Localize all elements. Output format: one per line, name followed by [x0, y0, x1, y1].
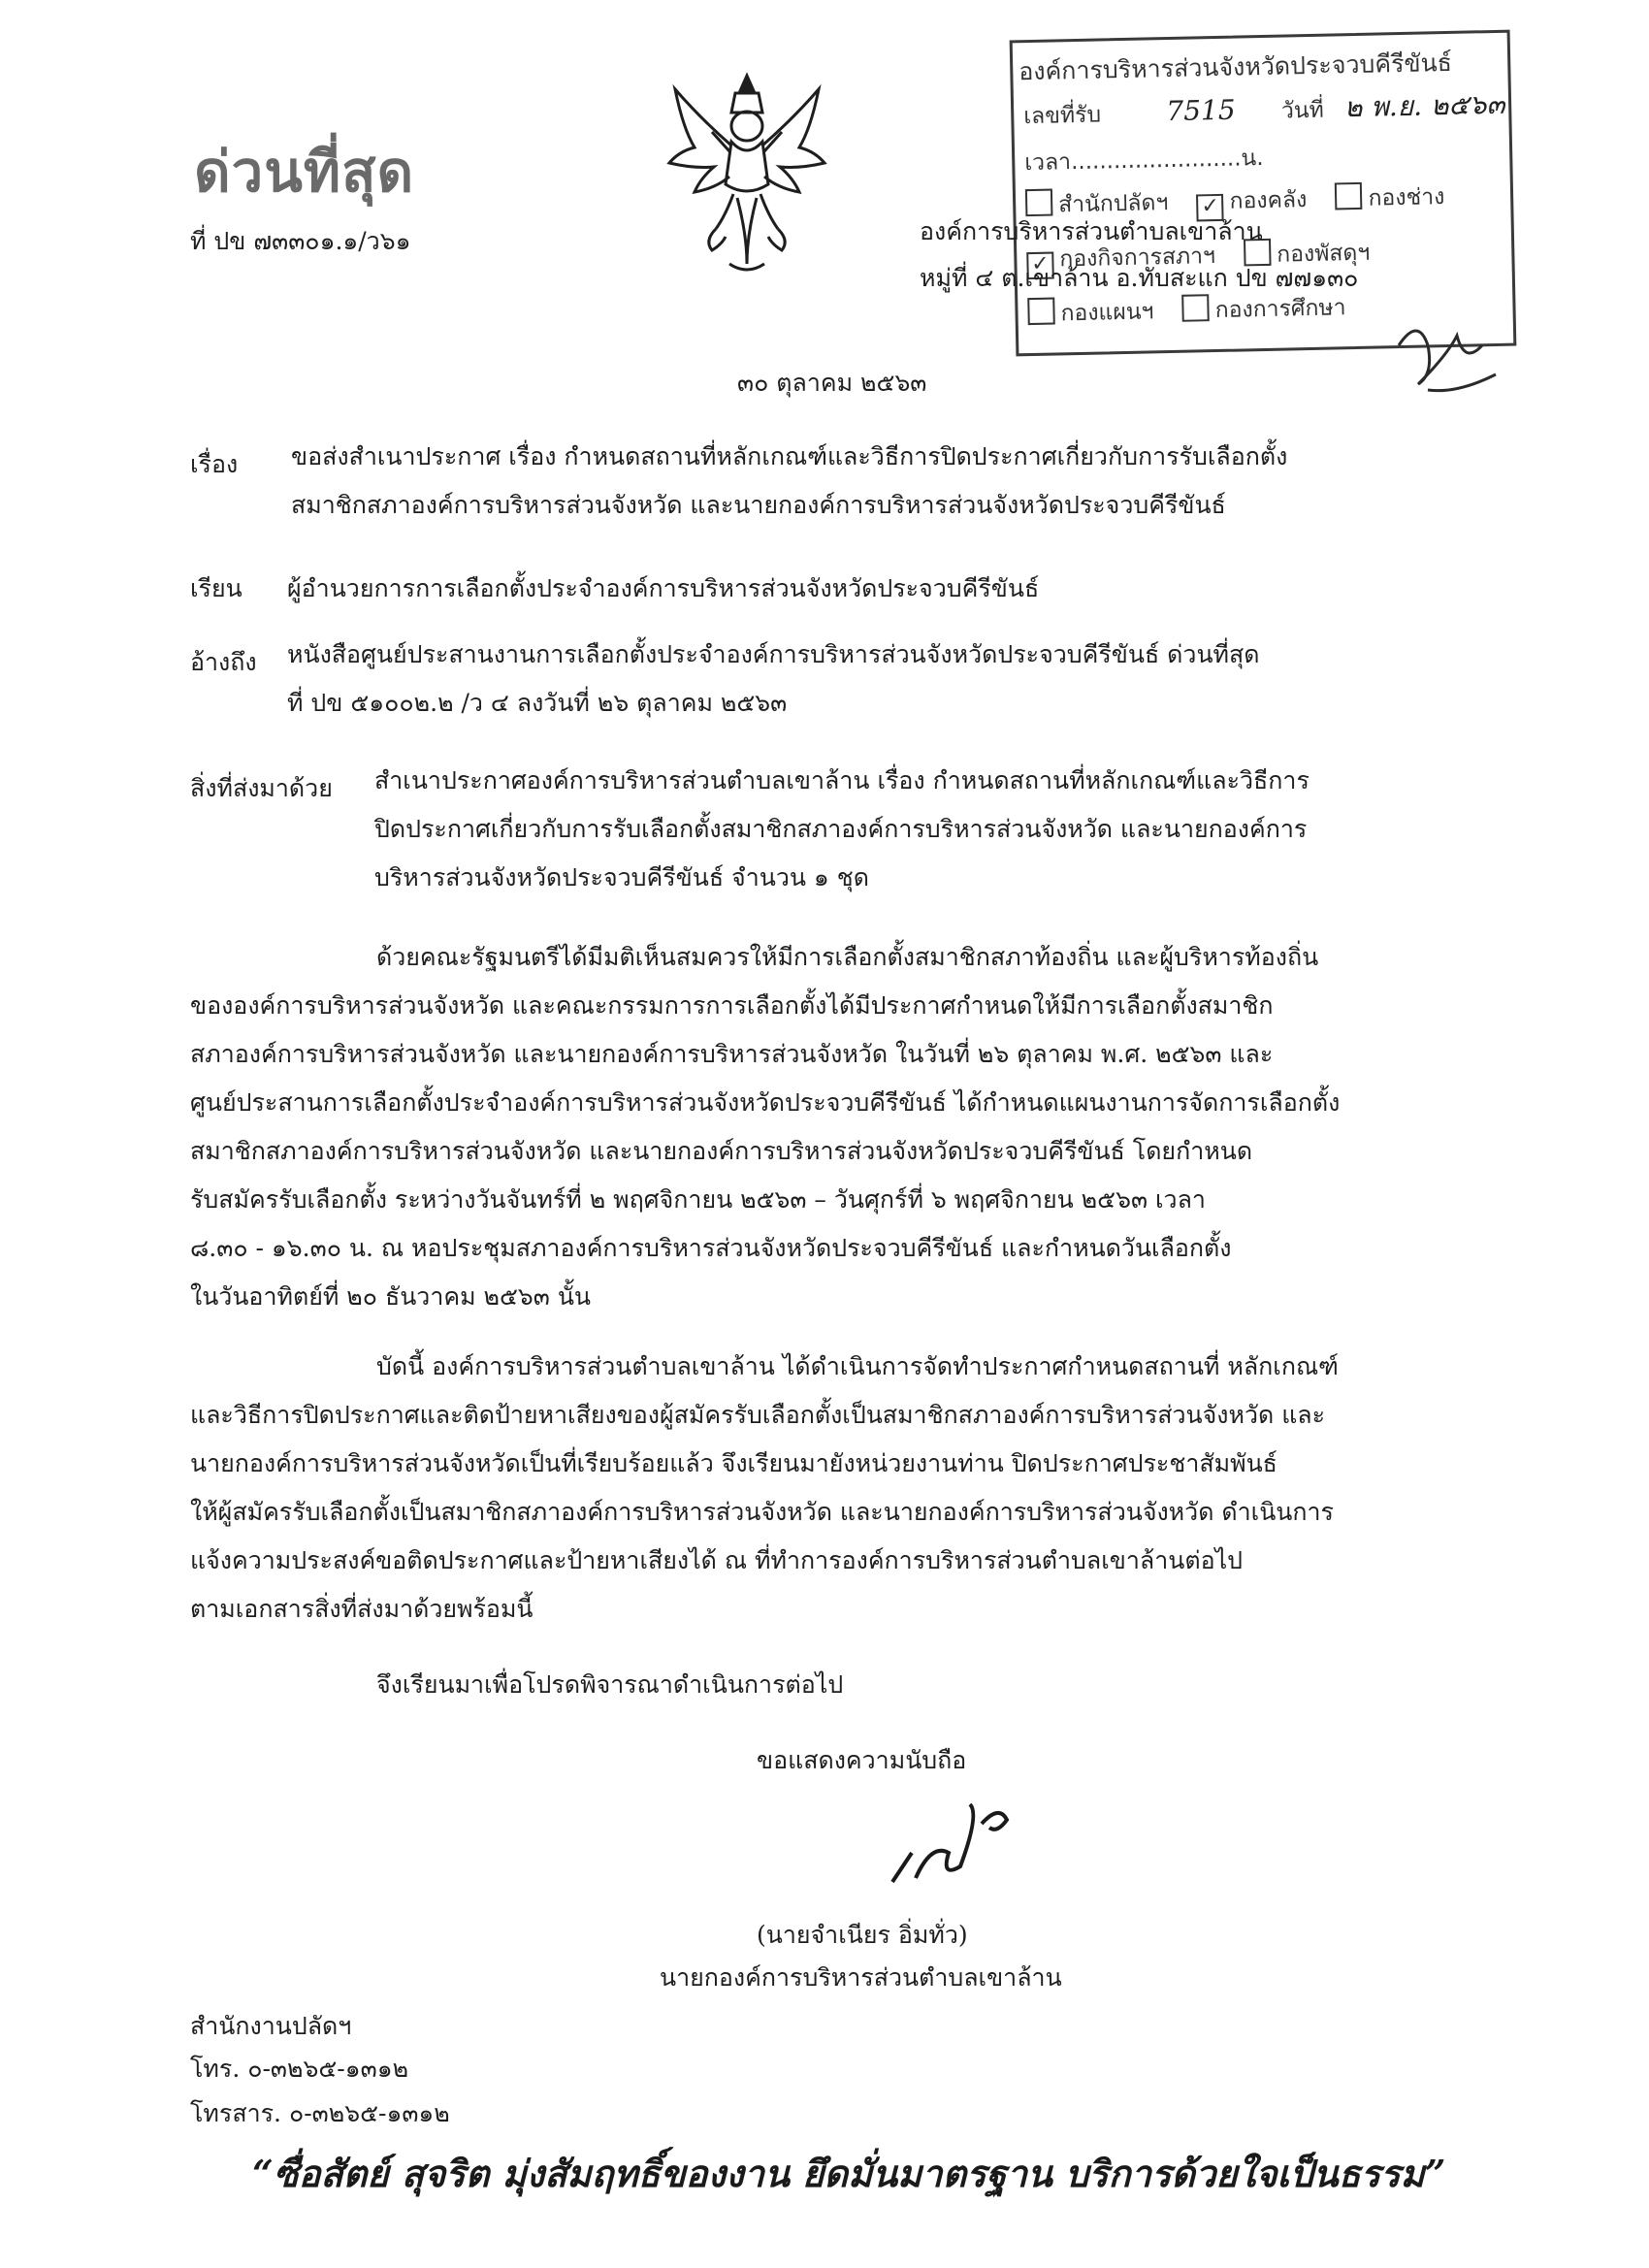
stamp-checkbox — [1027, 298, 1055, 326]
stamp-date-label: วันที่ — [1280, 97, 1324, 124]
handwritten-signature — [873, 1785, 1038, 1901]
stamp-box-label: กองพัสดุฯ — [1276, 240, 1371, 268]
stamp-date-value: ๒ พ.ย. ๒๕๖๓ — [1343, 87, 1505, 124]
sender-org: องค์การบริหารส่วนตำบลเขาล้าน — [920, 217, 1263, 245]
closing-request: จึงเรียนมาเพื่อโปรดพิจารณาดำเนินการต่อไป — [376, 1670, 844, 1699]
enclosure-text: สำเนาประกาศองค์การบริหารส่วนตำบลเขาล้าน เรื่อง กำหนดสถานที่หลักเกณฑ์และวิธีการ ปิดประกาศเกี่ยวกับการรับเลือกตั้งสมาชิกสภาองค์การบริหารส่วนจังหวัด และนายกองค์การ บริหารส่วนจังหวัดประจวบคีรีขันธ์ จำนวน ๑ ชุด — [374, 766, 1310, 891]
stamp-initials — [1389, 307, 1505, 404]
stamp-recv-no: 7515 — [1165, 93, 1236, 128]
stamp-box-label: กองช่าง — [1368, 184, 1445, 211]
subject-label: เรื่อง — [190, 450, 239, 478]
subject-text: ขอส่งสำเนาประกาศ เรื่อง กำหนดสถานที่หลักเกณฑ์และวิธีการปิดประกาศเกี่ยวกับการรับเลือกตั้ง สมาชิกสภาองค์การบริหารส่วนจังหวัด และนายกองค์การบริหารส่วนจังหวัดประจวบคีรีขันธ์ — [291, 442, 1288, 519]
stamp-box-label: กองคลัง — [1229, 187, 1308, 214]
reference-label: อ้างถึง — [190, 648, 257, 676]
to-text: ผู้อำนวยการการเลือกตั้งประจำองค์การบริหารส่วนจังหวัดประจวบคีรีขันธ์ — [287, 574, 1040, 602]
letter-date: ๓๐ ตุลาคม ๒๕๖๓ — [737, 369, 927, 397]
signatory-name: (นายจำเนียร อิ่มทั่ว) — [757, 1921, 968, 1949]
stamp-box-label: กองกิจการสภาฯ — [1059, 243, 1216, 273]
footer-office: สำนักงานปลัดฯ — [190, 2012, 352, 2040]
enclosure-label: สิ่งที่ส่งมาด้วย — [190, 774, 333, 802]
closing-salutation: ขอแสดงความนับถือ — [757, 1746, 967, 1774]
stamp-checkbox — [1335, 182, 1363, 211]
stamp-box-label: สำนักปลัดฯ — [1057, 190, 1169, 218]
stamp-checkbox — [1025, 189, 1053, 217]
body-paragraph-2: บัดนี้ องค์การบริหารส่วนตำบลเขาล้าน ได้ดำเนินการจัดทำประกาศกำหนดสถานที่ หลักเกณฑ์ และวิธีการปิดประกาศและติดป้ายหาเสียงของผู้สมัครรับเลือกตั้งเป็นสมาชิกสภาองค์การบริหารส่วนจังหวัด และ นายกองค์การบริหารส่วนจังหวัดเป็นที่เรียบร้อยแล้ว จึงเรียนมายังหน่วยงานท่าน ปิดประกาศประชาสัมพันธ์ ให้ผู้สมัครรับเลือกตั้งเป็นสมาชิกสภาองค์การบริหารส่วนจังหวัด และนายกองค์การบริหารส่วนจังหวัด ดำเนินการ แจ้งความประสงค์ขอติดประกาศและป้ายหาเสียงได้ ณ ที่ทำการองค์การบริหารส่วนตำบลเขาล้านต่อไป ตามเอกสารสิ่งที่ส่งมาด้วยพร้อมนี้ — [190, 1352, 1339, 1623]
stamp-time: เวลา........................น. — [1024, 145, 1264, 177]
footer-tel: โทร. ๐-๓๒๖๕-๑๓๑๒ — [190, 2055, 409, 2083]
stamp-box-label: กองการศึกษา — [1214, 295, 1346, 324]
garuda-emblem — [662, 70, 832, 277]
sender-address: หมู่ที่ ๔ ต.เขาล้าน อ.ทับสะแก ปข ๗๗๑๓๐ — [920, 264, 1359, 292]
reference-text: หนังสือศูนย์ประสานงานการเลือกตั้งประจำองค์การบริหารส่วนจังหวัดประจวบคีรีขันธ์ ด่วนที่สุด ที่ ปข ๕๑๐๐๒.๒ /ว ๔ ลงวันที่ ๒๖ ตุลาคม ๒๕๖๓ — [287, 640, 1260, 717]
footer-fax: โทรสาร. ๐-๓๒๖๕-๑๓๑๒ — [190, 2099, 450, 2127]
stamp-recv-label: เลขที่รับ — [1023, 102, 1102, 130]
urgency-heading: ด่วนที่สุด — [194, 139, 415, 205]
to-label: เรียน — [190, 574, 242, 602]
signatory-position: นายกองค์การบริหารส่วนตำบลเขาล้าน — [660, 1963, 1062, 1992]
body-paragraph-1: ด้วยคณะรัฐมนตรีได้มีมติเห็นสมควรให้มีการเลือกตั้งสมาชิกสภาท้องถิ่น และผู้บริหารท้องถิ่น ขององค์การบริหารส่วนจังหวัด และคณะกรรมการการเลือกตั้งได้มีประกาศกำหนดให้มีการเลือกตั้งสมาชิก สภาองค์การบริหารส่วนจังหวัด และนายกองค์การบริหารส่วนจังหวัด ในวันที่ ๒๖ ตุลาคม พ.ศ. ๒๕๖๓ และ ศูนย์ประสานการเลือกตั้งประจำองค์การบริหารส่วนจังหวัดประจวบคีรีขันธ์ ได้กำหนดแผนงานการจัดการเลือกตั้ง สมาชิกสภาองค์การบริหารส่วนจังหวัด และนายกองค์การบริหารส่วนจังหวัดประจวบคีรีขันธ์ โดยกำหนด รับสมัครรับเลือกตั้ง ระหว่างวันจันทร์ที่ ๒ พฤศจิกายน ๒๕๖๓ – วันศุกร์ที่ ๖ พฤศจิกายน ๒๕๖๓ เวลา ๘.๓๐ - ๑๖.๓๐ น. ณ หอประชุมสภาองค์การบริหารส่วนจังหวัดประจวบคีรีขันธ์ และกำหนดวันเลือกตั้ง ในวันอาทิตย์ที่ ๒๐ ธันวาคม ๒๕๖๓ นั้น — [190, 943, 1341, 1311]
stamp-box-label: กองแผนฯ — [1060, 299, 1154, 327]
org-motto: “ซื่อสัตย์ สุจริต มุ่งสัมฤทธิ์ของงาน ยึดมั่นมาตรฐาน บริการด้วยใจเป็นธรรม” — [252, 2152, 1446, 2195]
stamp-org: องค์การบริหารส่วนจังหวัดประจวบคีรีขันธ์ — [1018, 48, 1453, 86]
reference-number: ที่ ปข ๗๓๓๐๑.๑/ว๖๑ — [190, 227, 411, 255]
stamp-checkbox — [1181, 294, 1210, 322]
